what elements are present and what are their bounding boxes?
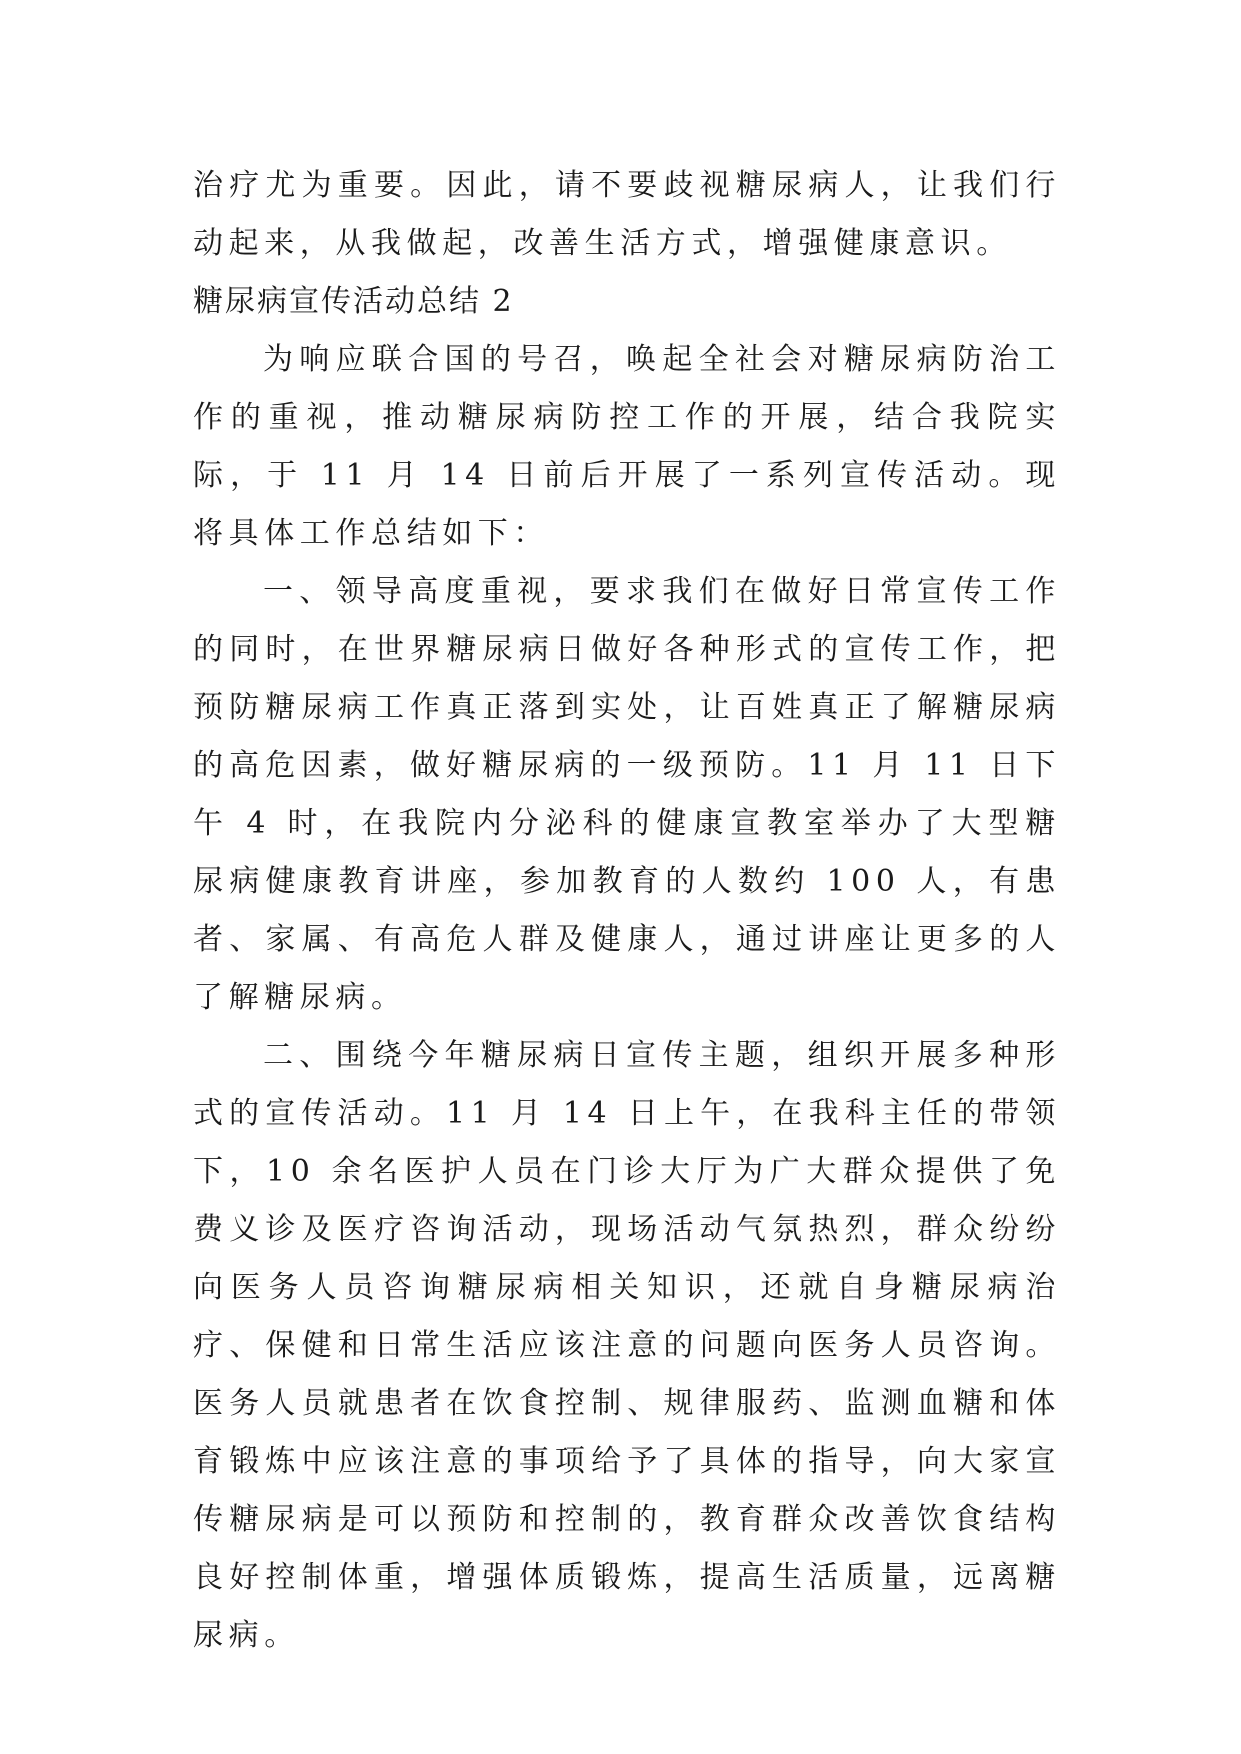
section-heading: 糖尿病宣传活动总结 2 bbox=[193, 284, 514, 319]
paragraph-intro: 为响应联合国的号召，唤起全社会对糖尿病防治工作的重视，推动糖尿病防控工作的开展，结合我院实际，于 11 月 14 日前后开展了一系列宣传活动。现将具体工作总结如下： bbox=[193, 342, 1061, 551]
document-body bbox=[193, 157, 1061, 1665]
paragraph-point-two: 二、围绕今年糖尿病日宣传主题，组织开展多种形式的宣传活动。11 月 14 日上午，在我科主任的带领下，10 余名医护人员在门诊大厅为广大群众提供了免费义诊及医疗咨询活动，现场活动气氛热烈，群众纷纷向医务人员咨询糖尿病相关知识，还就自身糖尿病治疗、保健和日常生活应该注意的问题向医务人员咨询。医务人员就患者在饮食控制、规律服药、监测血糖和体育锻炼中应该注意的事项给予了具体的指导，向大家宣传糖尿病是可以预防和控制的，教育群众改善饮食结构良好控制体重，增强体质锻炼，提高生活质量，远离糖尿病。 bbox=[193, 1038, 1061, 1653]
paragraph-continuation: 治疗尤为重要。因此，请不要歧视糖尿病人，让我们行动起来，从我做起，改善生活方式，增强健康意识。 bbox=[193, 168, 1061, 261]
paragraph-point-one: 一、领导高度重视，要求我们在做好日常宣传工作的同时，在世界糖尿病日做好各种形式的宣传工作，把预防糖尿病工作真正落到实处，让百姓真正了解糖尿病的高危因素，做好糖尿病的一级预防。11 月 11 日下午 4 时，在我院内分泌科的健康宣教室举办了大型糖尿病健康教育讲座，参加教育的人数约 100 人，有患者、家属、有高危人群及健康人，通过讲座让更多的人了解糖尿病。 bbox=[193, 574, 1061, 1015]
